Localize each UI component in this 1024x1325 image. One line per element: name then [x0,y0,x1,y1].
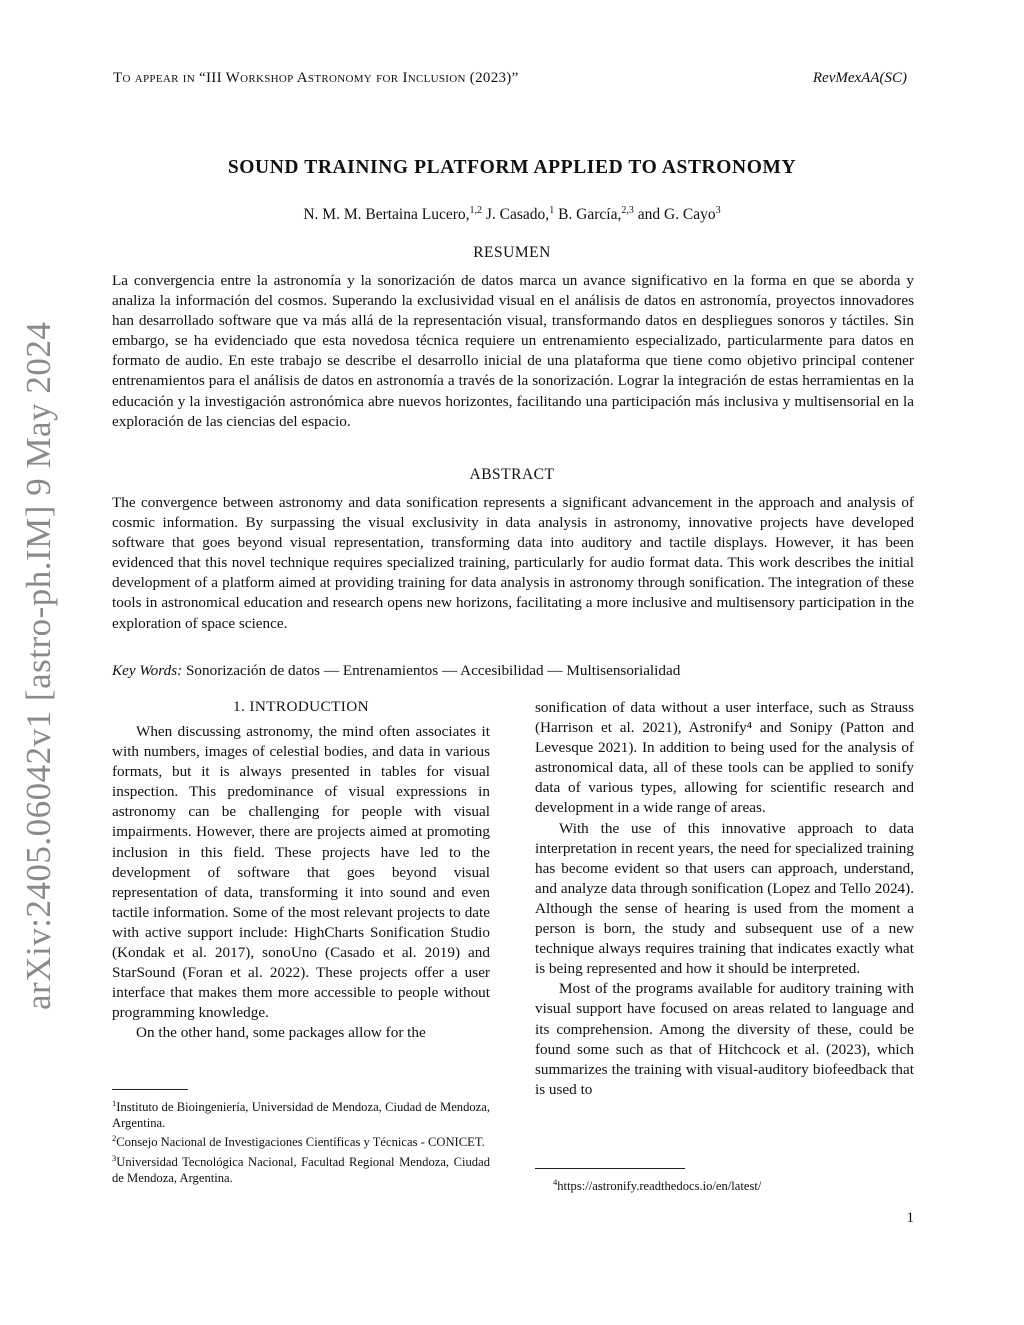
footnote-text: Instituto de Bioingeniería, Universidad de Mendoza, Ciudad de Mendoza, Argentina. [112,1100,490,1130]
footnotes-left [112,1089,490,1187]
running-head-left: To appear in “III Workshop Astronomy for Inclusion (2023)” [113,70,519,86]
author-list [0,205,1024,224]
resumen-text: La convergencia entre la astronomía y la sonorización de datos marca un avance significativo en la forma en que se aborda y analiza la información del cosmos. Superando la exclusividad visual en el análisis de datos en astronomía, proyectos innovadores han desarrollado software que va más allá de la representación visual, transformando datos en despliegues sonoros y táctiles. Sin embargo, se ha evidenciado que esta novedosa técnica requiere un entrenamiento especializado, particularmente para datos en formato de audio. En este trabajo se describe el desarrollo inicial de una plataforma que tiene como objetivo principal contener entrenamientos para el análisis de datos en astronomía a través de la sonorización. Lograr la integración de estas herramientas en la educación y la investigación astronómica abre nuevos horizontes, facilitando una participación más inclusiva y multisensorial en la exploración de las ciencias del espacio. [112,272,914,430]
author-affiliation: 1,2 [469,205,483,216]
footnote [112,1131,490,1151]
author-name: J. Casado, [485,206,550,224]
paragraph: On the other hand, some packages allow for the [136,1024,426,1042]
footnotes-right [535,1168,914,1195]
footnote-number: 2 [112,1133,117,1144]
footnote-number: 4 [553,1177,558,1187]
paragraph: sonification of data without a user interface, such as Strauss (Harrison et al. 2021), Astronify⁴ and Sonipy (Patton and Levesque 2021). In addition to being used for the analysis of astronomical data, all of these tools can be applied to sonify data of various types, allowing for scientific research and development in a wide range of areas. [535,699,914,817]
section-heading-introduction: 1. INTRODUCTION [233,698,369,715]
footnote-number: 1 [112,1098,117,1108]
author-affiliation: 1 [549,205,555,216]
footnote [112,1151,490,1186]
paragraph: With the use of this innovative approach to data interpretation in recent years, the need for specialized training has become evident so that users can approach, understand, and analyze data through sonification (Lopez and Tello 2024). Although the sense of hearing is used from the moment a person is born, the study and subsequent use of a new technique always requires training that indicates exactly what is being represented and how it should be interpreted. [535,819,914,978]
page-number: 1 [906,1210,914,1226]
abstract-heading: ABSTRACT [469,466,555,483]
running-head-right: RevMexAA(SC) [812,70,907,86]
author-affiliation: 3 [715,205,721,216]
paper-title: SOUND TRAINING PLATFORM APPLIED TO ASTRONOMY [227,157,797,178]
footnote-number: 3 [112,1153,117,1164]
author-name: N. M. M. Bertaina Lucero, [303,206,470,224]
footnote-text: Consejo Nacional de Investigaciones Científicas y Técnicas - CONICET. [116,1135,485,1150]
keywords-label: Key Words: [112,662,183,679]
paragraph: When discussing astronomy, the mind often associates it with numbers, images of celestial bodies, and data in various formats, but it is always presented in tables for visual inspection. This predominance of visual expressions in astronomy can be challenging for people with visual impairments. However, there are projects aimed at promoting inclusion in this field. These projects have led to the development of software that goes beyond visual representation of data, transforming it into sound and even tactile information. Some of the most relevant projects to date with active support include: HighCharts Sonification Studio (Kondak et al. 2017), sonoUno (Casado et al. 2019) and StarSound (Foran et al. 2022). These projects offer a user interface that makes them more accessible to people without programming knowledge. [112,723,490,1022]
author-affiliation: 2,3 [621,205,634,216]
footnote [112,1096,490,1131]
keywords [112,662,914,680]
abstract-text: The convergence between astronomy and data sonification represents a significant advancement in the approach and analysis of cosmic information. By surpassing the visual exclusivity in data analysis in astronomy, innovative projects have developed software that goes beyond visual representation, transforming data into auditory and tactile displays. However, it has been evidenced that this novel technique requires specialized training, particularly for audio format data. This work describes the initial development of a platform aimed at providing training for data analysis in astronomy through sonification. The integration of these tools in astronomical education and research opens new horizons, facilitating a more inclusive and multisensory participation in the exploration of space science. [112,494,914,632]
author-name: B. García, [558,206,622,224]
paragraph: Most of the programs available for auditory training with visual support have focused on areas related to language and its comprehension. Among the diversity of these, could be found some such as that of Hitchcock et al. (2023), which summarizes the training with visual-auditory biofeedback that is used to [535,980,914,1098]
resumen-heading: RESUMEN [473,244,551,261]
footnote-link[interactable]: https://astronify.readthedocs.io/en/latest/ [557,1179,762,1194]
footnote [535,1175,914,1195]
author-name: and G. Cayo [637,206,716,224]
right-column [535,698,914,1100]
arxiv-identifier: arXiv:2405.06042v1 [astro-ph.IM] 9 May 2024 [19,321,58,1010]
footnote-text: Universidad Tecnológica Nacional, Facultad Regional Mendoza, Ciudad de Mendoza, Argentina. [112,1155,490,1185]
left-column [112,698,490,1044]
keywords-text: Sonorización de datos — Entrenamientos — Accesibilidad — Multisensorialidad [185,662,681,679]
